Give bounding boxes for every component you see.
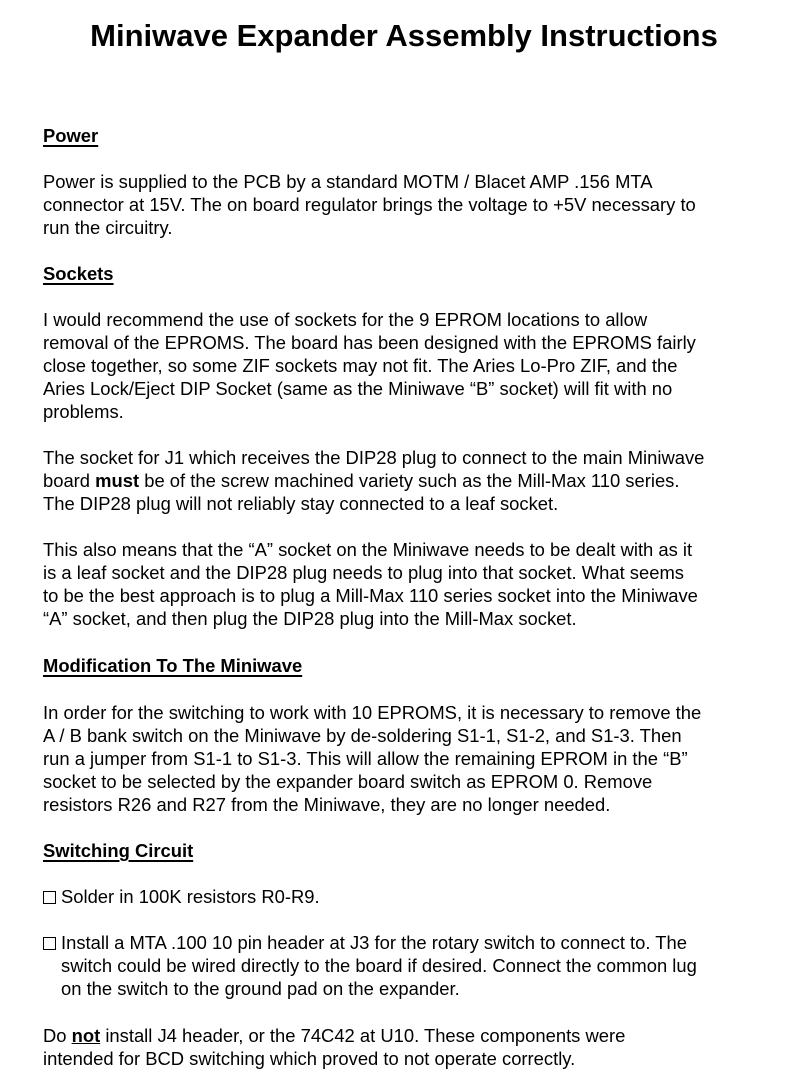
text-line: to be the best approach is to plug a Mill-Max 110 series socket into the Miniwave	[43, 585, 698, 607]
sockets-paragraph-1	[43, 308, 783, 423]
emphasis-must: must	[95, 470, 140, 492]
text-line: connector at 15V. The on board regulator brings the voltage to +5V necessary to	[43, 194, 696, 216]
text-line	[43, 469, 783, 492]
text-line: close together, so some ZIF sockets may not fit. The Aries Lo-Pro ZIF, and the	[43, 355, 678, 377]
text-line: This also means that the “A” socket on the Miniwave needs to be dealt with as it	[43, 539, 693, 560]
checklist-label: Solder in 100K resistors R0-R9.	[61, 886, 320, 907]
sockets-paragraph-3	[43, 538, 783, 630]
modification-heading: Modification To The Miniwave	[43, 655, 303, 676]
text-line: In order for the switching to work with 10 EPROMS, it is necessary to remove the	[43, 702, 702, 723]
switching-heading: Switching Circuit	[43, 840, 194, 861]
text-fragment: board	[43, 470, 96, 492]
text-line: “A” socket, and then plug the DIP28 plug into the Mill-Max socket.	[43, 608, 577, 630]
page-title: Miniwave Expander Assembly Instructions	[90, 18, 718, 53]
text-line: Aries Lock/Eject DIP Socket (same as the Miniwave “B” socket) will fit with no	[43, 378, 673, 400]
text-line: The DIP28 plug will not reliably stay connected to a leaf socket.	[43, 493, 559, 515]
text-line: resistors R26 and R27 from the Miniwave, they are no longer needed.	[43, 794, 611, 816]
text-line: I would recommend the use of sockets for the 9 EPROM locations to allow	[43, 309, 648, 330]
power-heading: Power	[43, 125, 99, 146]
text-line	[43, 885, 783, 908]
text-line	[43, 1024, 783, 1047]
checklist-label: Install a MTA .100 10 pin header at J3 for the rotary switch to connect to. The	[61, 932, 687, 953]
text-fragment: be of the screw machined variety such as the Mill-Max 110 series.	[139, 470, 680, 492]
checkbox-icon[interactable]	[43, 937, 56, 950]
sockets-heading: Sockets	[43, 263, 114, 284]
sockets-paragraph-2	[43, 446, 783, 515]
text-line: A / B bank switch on the Miniwave by de-soldering S1-1, S1-2, and S1-3. Then	[43, 725, 682, 747]
text-line: run the circuitry.	[43, 217, 173, 239]
text-line: switch could be wired directly to the board if desired. Connect the common lug	[61, 955, 697, 977]
checklist-item	[43, 931, 783, 1000]
text-line: run a jumper from S1-1 to S1-3. This will allow the remaining EPROM in the “B”	[43, 748, 688, 770]
switching-note	[43, 1024, 783, 1070]
text-line	[43, 931, 783, 954]
text-line: socket to be selected by the expander board switch as EPROM 0. Remove	[43, 771, 653, 793]
text-line: The socket for J1 which receives the DIP28 plug to connect to the main Miniwave	[43, 447, 705, 468]
text-line: on the switch to the ground pad on the expander.	[61, 978, 460, 1000]
emphasis-not: not	[71, 1025, 101, 1046]
text-fragment: Do	[43, 1025, 72, 1046]
text-line: problems.	[43, 401, 124, 423]
checkbox-icon[interactable]	[43, 891, 56, 904]
power-paragraph	[43, 170, 783, 239]
modification-paragraph	[43, 701, 783, 816]
text-line: Power is supplied to the PCB by a standard MOTM / Blacet AMP .156 MTA	[43, 171, 653, 192]
text-line: intended for BCD switching which proved to not operate correctly.	[43, 1048, 576, 1070]
text-fragment: install J4 header, or the 74C42 at U10. These components were	[100, 1025, 626, 1046]
text-line: is a leaf socket and the DIP28 plug needs to plug into that socket. What seems	[43, 562, 684, 584]
text-line: removal of the EPROMS. The board has been designed with the EPROMS fairly	[43, 332, 696, 354]
checklist-item	[43, 885, 783, 908]
